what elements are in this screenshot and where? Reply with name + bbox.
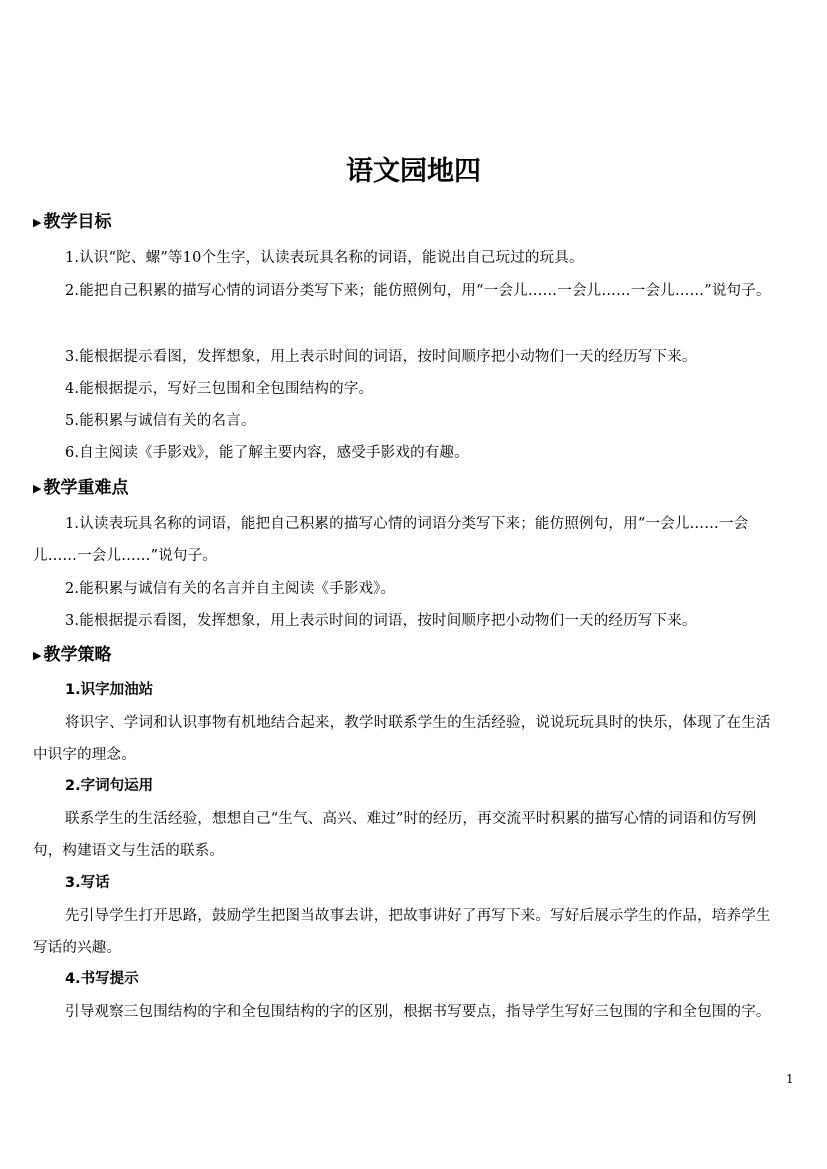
objective-item-6: 6.自主阅读《手影戏》，能了解主要内容，感受手影戏的有趣。 xyxy=(65,445,469,461)
objective-item-2: 2.能把自己积累的描写心情的词语分类写下来；能仿照例句，用“一会儿……一会儿……一会儿……”说句子。 xyxy=(65,283,771,299)
triangle-bullet-icon: ▶ xyxy=(33,482,42,495)
strategy-text-2: 联系学生的生活经验，想想自己“生气、高兴、难过”时的经历，再交流平时积累的描写心情的词语和仿写例句，构建语文与生活的联系。 xyxy=(33,811,757,859)
strategy-title-1: 1.识字加油站 xyxy=(65,682,154,698)
strategy-text-1: 将识字、学词和认识事物有机地结合起来，教学时联系学生的生活经验，说说玩玩具时的快乐，体现了在生活中识字的理念。 xyxy=(33,715,771,763)
key-point-item-1: 1.认读表玩具名称的词语，能把自己积累的描写心情的词语分类写下来；能仿照例句，用“一会儿……一会儿……一会儿……”说句子。 xyxy=(33,516,749,564)
section-heading-label: 教学目标 xyxy=(43,212,112,232)
section-heading-label: 教学策略 xyxy=(43,645,112,665)
key-point-item-3: 3.能根据提示看图，发挥想象，用上表示时间的词语，按时间顺序把小动物们一天的经历写下来。 xyxy=(65,613,697,629)
objective-item-3: 3.能根据提示看图，发挥想象，用上表示时间的词语，按时间顺序把小动物们一天的经历写下来。 xyxy=(65,349,697,365)
strategy-text-3: 先引导学生打开思路，鼓励学生把图当故事去讲，把故事讲好了再写下来。写好后展示学生的作品，培养学生写话的兴趣。 xyxy=(33,908,771,956)
section-heading-label: 教学重难点 xyxy=(43,478,129,498)
page-number: 1 xyxy=(786,1072,794,1086)
triangle-bullet-icon: ▶ xyxy=(33,649,42,662)
objective-item-1: 1.认识“陀、螺”等10个生字，认读表玩具名称的词语，能说出自己玩过的玩具。 xyxy=(65,250,584,266)
strategy-title-3: 3.写话 xyxy=(65,875,110,891)
section-heading-key-points xyxy=(33,476,128,501)
strategy-title-2: 2.字词句运用 xyxy=(65,778,154,794)
objective-item-5: 5.能积累与诚信有关的名言。 xyxy=(65,413,256,429)
triangle-bullet-icon: ▶ xyxy=(33,216,42,229)
key-point-item-2: 2.能积累与诚信有关的名言并自主阅读《手影戏》。 xyxy=(65,581,396,597)
strategy-text-4: 引导观察三包围结构的字和全包围结构的字的区别，根据书写要点，指导学生写好三包围的字和全包围的字。 xyxy=(65,1004,771,1020)
section-heading-strategies xyxy=(33,643,111,668)
page-title: 语文园地四 xyxy=(346,156,481,187)
objective-item-4: 4.能根据提示，写好三包围和全包围结构的字。 xyxy=(65,381,374,397)
strategy-title-4: 4.书写提示 xyxy=(65,971,139,987)
section-heading-objectives xyxy=(33,210,111,235)
